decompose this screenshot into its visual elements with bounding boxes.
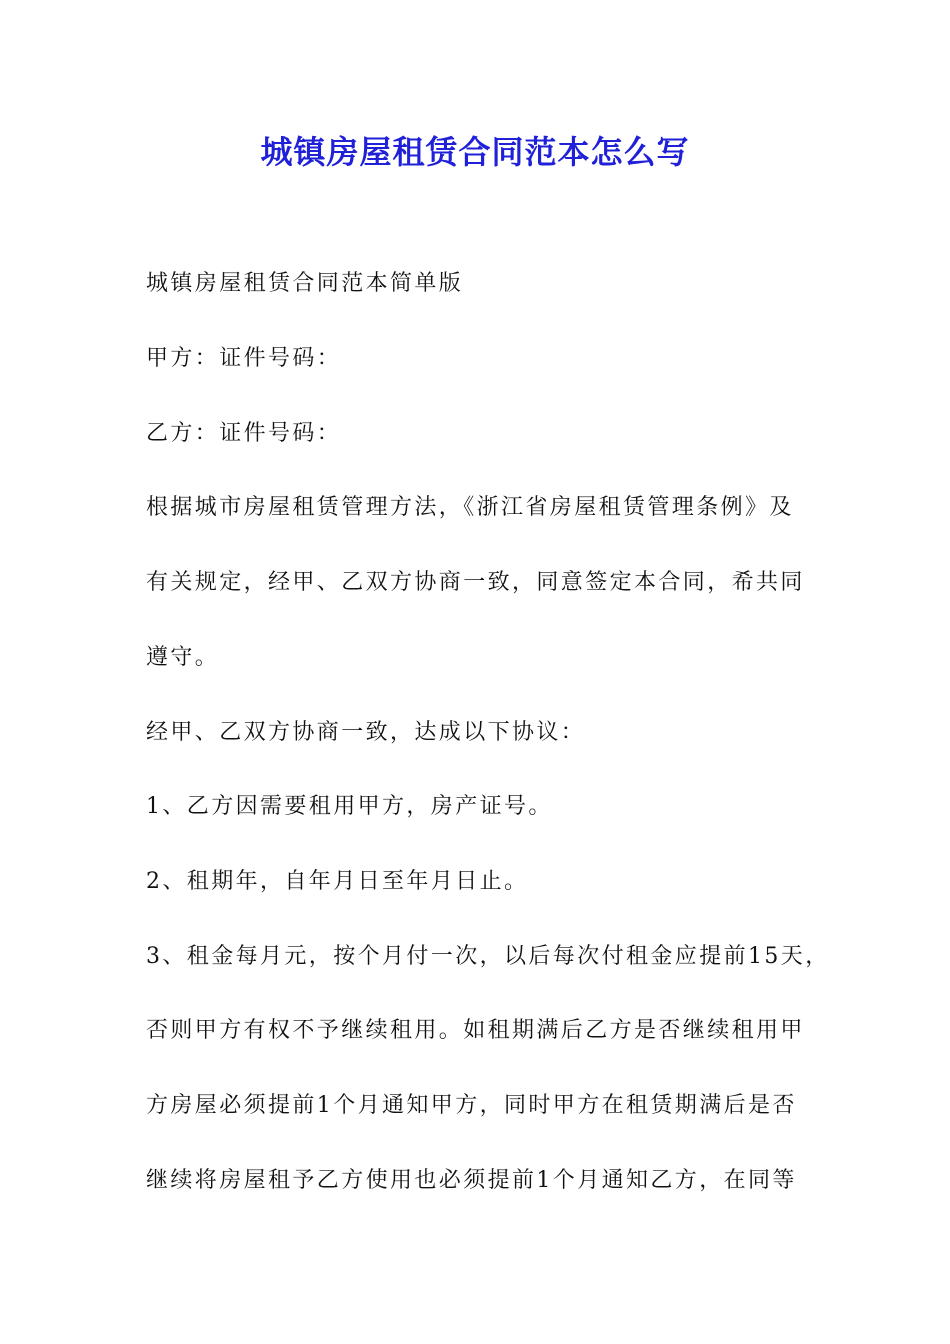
- clause-line: 方房屋必须提前1个月通知甲方，同时甲方在租赁期满后是否: [146, 1093, 797, 1118]
- paragraph-line: 经甲、乙双方协商一致，达成以下协议：: [146, 720, 586, 745]
- clause-line: 否则甲方有权不予继续租用。如租期满后乙方是否继续租用甲: [146, 1018, 805, 1043]
- subtitle-line: 城镇房屋租赁合同范本简单版: [146, 271, 464, 296]
- paragraph-line: 遵守。: [146, 645, 220, 670]
- clause-line: 继续将房屋租予乙方使用也必须提前1个月通知乙方，在同等: [146, 1168, 797, 1193]
- clause-line: 2、租期年，自年月日至年月日止。: [146, 869, 529, 894]
- paragraph-line: 根据城市房屋租赁管理方法，《浙江省房屋租赁管理条例》及: [146, 495, 794, 520]
- clause-line: 1、乙方因需要租用甲方，房产证号。: [146, 794, 553, 819]
- document-title: 城镇房屋租赁合同范本怎么写: [260, 133, 690, 171]
- paragraph-line: 有关规定，经甲、乙双方协商一致，同意签定本合同，希共同: [146, 570, 805, 595]
- party-a-line: 甲方：证件号码：: [146, 346, 342, 371]
- clause-line: 3、租金每月元，按个月付一次，以后每次付租金应提前15天，: [146, 944, 830, 969]
- party-b-line: 乙方：证件号码：: [146, 421, 342, 446]
